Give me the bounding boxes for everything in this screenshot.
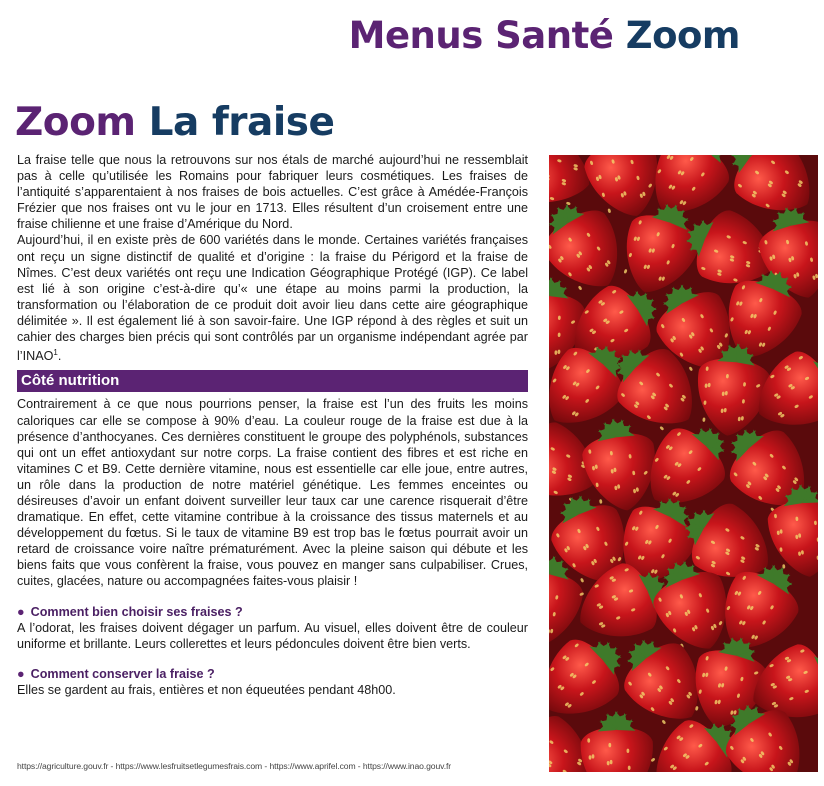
tip-text-choose: A l’odorat, les fraises doivent dégager un parfum. Au visuel, elles doivent être de couleur uniforme et brillante. Leurs collerettes et leurs pédoncules doivent être bien verts. bbox=[17, 620, 528, 651]
header-title-part2: Zoom bbox=[625, 14, 740, 57]
intro-paragraph-1: La fraise telle que nous la retrouvons sur nos étals de marché aujourd’hui ne ressemblait pas à celle qu’utilisée les Romains pour fabriquer leurs cosmétiques. Les fraises de l’antiquité s’apparentaient à nos fraises de bois actuelles. C’est grâce à Amédée-François Frézier que nos fraises ont vu le jour en 1713. Elles résultent d’un croisement entre une fraise chilienne et une fraise d’Amérique du Nord. bbox=[17, 153, 528, 232]
page-title bbox=[15, 100, 334, 145]
header-title-part1: Menus Santé bbox=[348, 14, 614, 57]
intro-paragraph-2-text: Aujourd’hui, il en existe près de 600 variétés dans le monde. Certaines variétés françaises ont reçu un signe distinctif de qualité et d’origine : la fraise du Périgord et la fraise de Nîmes. C’est deux variétés ont reçu une Indication Géographique Protégé (IGP). Ce label est lié à son origine c’est-à-dire qu’« une étape au moins parmi la production, la transformation ou l’élaboration de ce produit doit avoir lieu dans cette aire géographique délimitée ». Il est également lié à son savoir-faire. Une IGP répond à des règles et suit un cahier des charges bien précis qui sont contrôlés par un organisme indépendant agrée par l’INAO bbox=[17, 233, 528, 364]
nutrition-heading: Côté nutrition bbox=[17, 370, 528, 392]
intro-paragraph-2-end: . bbox=[57, 349, 62, 364]
strawberries-illustration bbox=[549, 155, 818, 772]
main-column bbox=[17, 152, 528, 698]
intro-paragraph-2 bbox=[17, 232, 528, 364]
bullet-icon: ● bbox=[17, 604, 25, 619]
tip-title-choose bbox=[17, 604, 528, 620]
header-title bbox=[349, 14, 740, 57]
sources-footer: https://agriculture.gouv.fr - https://www.lesfruitsetlegumesfrais.com - https://www.aprifel.com - https://www.inao.gouv.fr bbox=[17, 761, 452, 771]
tip-title-keep-text: Comment conserver la fraise ? bbox=[30, 666, 215, 681]
footnote-mark: 1 bbox=[53, 348, 58, 358]
nutrition-paragraph: Contrairement à ce que nous pourrions penser, la fraise est l’un des fruits les moins caloriques car elle se compose à 90% d’eau. La couleur rouge de la fraise est due à la présence d’anthocyanes. Ces dernières constituent le groupe des polyphénols, substances qui ont un effet antioxydant sur notre corps. La fraise contient des fibres et est riche en vitamines C et B9. Cette dernière vitamine, nous est essentielle car elle joue, entre autres, un rôle dans la production de notre matériel génétique. Les femmes enceintes ou désireuses d’avoir un enfant doivent surveiller leur taux car une carence risquerait d’être dramatique. En effet, cette vitamine contribue à la croissance des tissus maternels et au développement du fœtus. Si le taux de vitamine B9 est trop bas le fœtus pourrait avoir un retard de croissance voire naître prématurément. Avec la pleine saison qui débute et les biens faits que vous confèrent la fraise, vous pouvez en manger sans culpabiliser. Crues, cuites, glacées, nature ou accompagnées faites-vous plaisir ! bbox=[17, 397, 528, 589]
tip-text-keep: Elles se gardent au frais, entières et non équeutées pendant 48h00. bbox=[17, 682, 396, 697]
page-title-part1: Zoom bbox=[15, 100, 136, 145]
bullet-icon: ● bbox=[17, 666, 25, 681]
page-title-part2: La fraise bbox=[148, 100, 335, 145]
strawberries-photo bbox=[549, 155, 818, 772]
tip-title-choose-text: Comment bien choisir ses fraises ? bbox=[30, 604, 243, 619]
tip-title-keep bbox=[17, 666, 528, 682]
